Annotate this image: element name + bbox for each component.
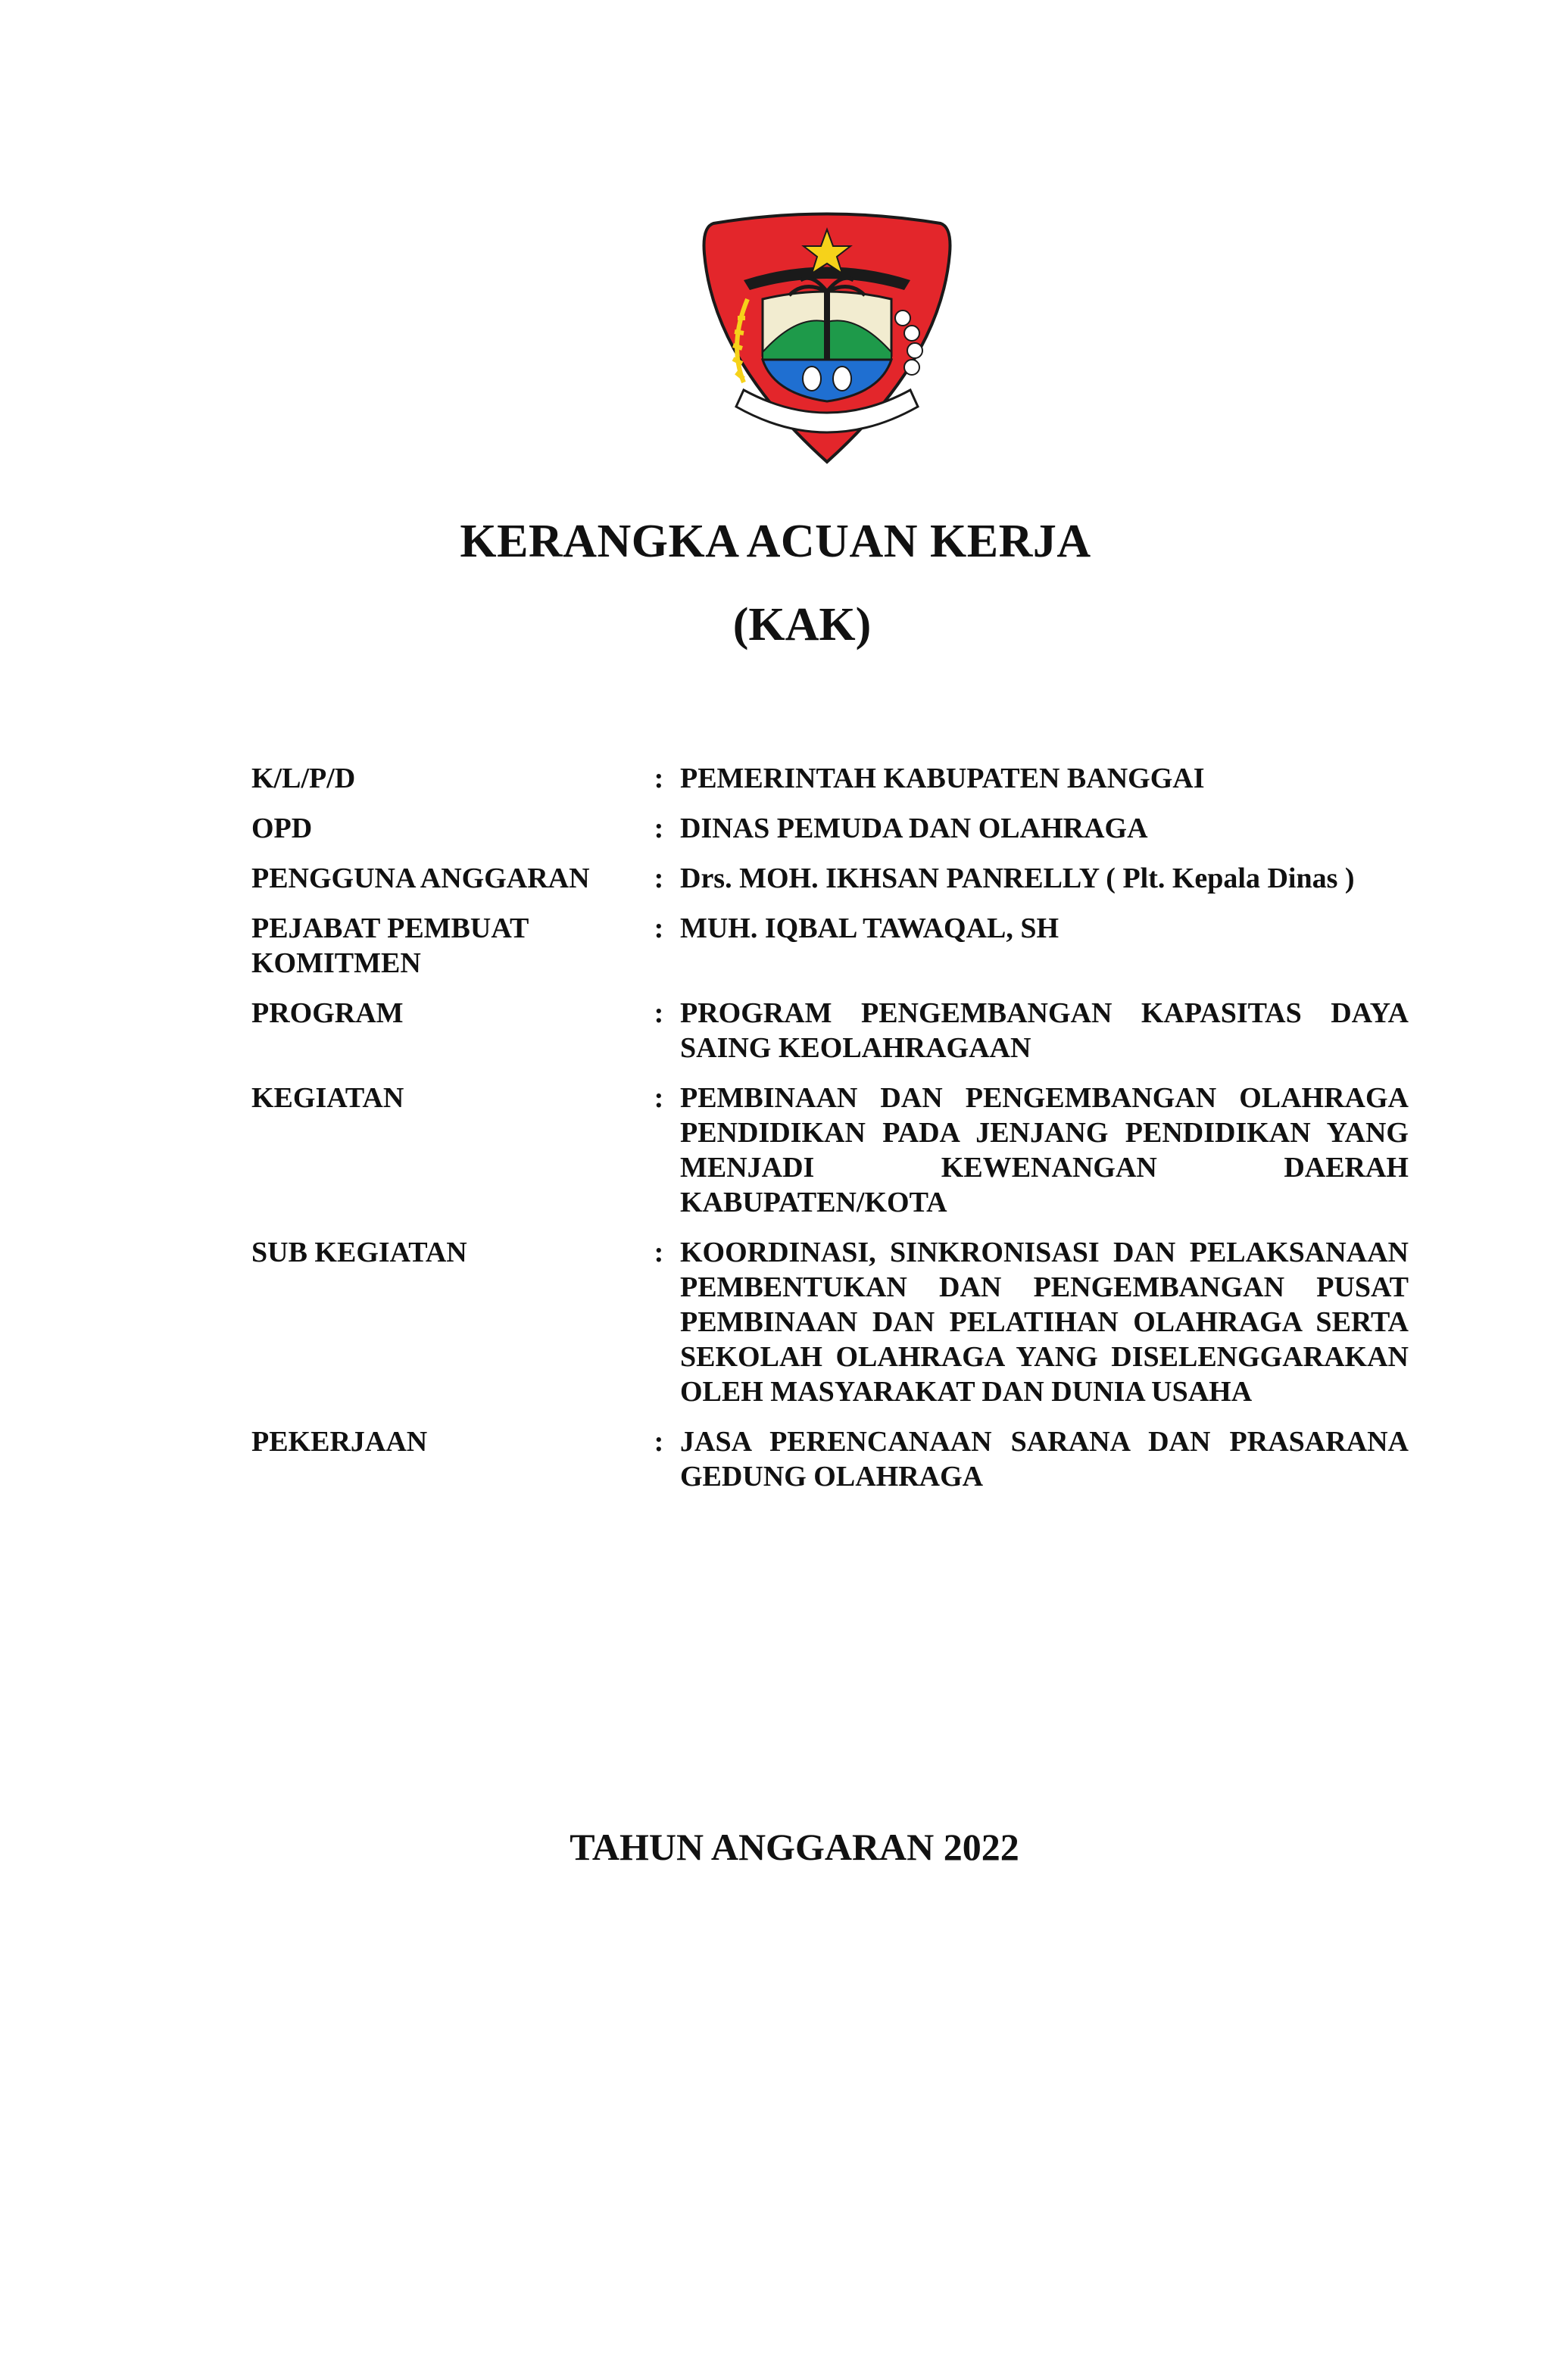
- info-label: PEKERJAAN: [251, 1426, 428, 1458]
- info-label: PROGRAM: [251, 997, 404, 1029]
- info-row-opd: [251, 811, 1409, 846]
- info-separator: :: [654, 1237, 664, 1268]
- kabupaten-banggai-emblem: [691, 208, 963, 467]
- document-title: KERANGKA ACUAN KERJA: [460, 516, 1091, 567]
- info-value: PEMBINAAN DAN PENGEMBANGAN OLAHRAGA PENDIDIKAN PADA JENJANG PENDIDIKAN YANG MENJADI KEWENANGAN DAERAH KABUPATEN/KOTA: [680, 1082, 1409, 1218]
- info-label: K/L/P/D: [251, 763, 356, 794]
- info-separator: :: [654, 997, 664, 1029]
- info-value: KOORDINASI, SINKRONISASI DAN PELAKSANAAN PEMBENTUKAN DAN PENGEMBANGAN PUSAT PEMBINAAN DAN PELATIHAN OLAHRAGA SERTA SEKOLAH OLAHRAGA YANG DISELENGGARAKAN OLEH MASYARAKAT DAN DUNIA USAHA: [680, 1237, 1409, 1408]
- info-value: MUH. IQBAL TAWAQAL, SH: [680, 912, 1059, 944]
- info-separator: :: [654, 813, 664, 844]
- info-table: [251, 761, 1409, 1509]
- info-separator: :: [654, 912, 664, 944]
- info-value: Drs. MOH. IKHSAN PANRELLY ( Plt. Kepala Dinas ): [680, 862, 1355, 894]
- info-separator: :: [654, 1426, 664, 1458]
- info-row-program: [251, 996, 1409, 1065]
- info-value: PEMERINTAH KABUPATEN BANGGAI: [680, 763, 1205, 794]
- emblem-graphic: [691, 208, 963, 467]
- info-value: JASA PERENCANAAN SARANA DAN PRASARANA GEDUNG OLAHRAGA: [680, 1426, 1409, 1493]
- info-row-klpd: [251, 761, 1409, 796]
- info-label: PENGGUNA ANGGARAN: [251, 862, 590, 894]
- info-separator: :: [654, 763, 664, 794]
- info-row-pejabat-pembuat-komitmen: [251, 911, 1409, 981]
- info-label: OPD: [251, 813, 313, 844]
- document-subtitle: (KAK): [732, 599, 872, 650]
- info-value: DINAS PEMUDA DAN OLAHRAGA: [680, 813, 1148, 844]
- budget-year: TAHUN ANGGARAN 2022: [570, 1826, 1019, 1868]
- info-separator: :: [654, 862, 664, 894]
- info-row-kegiatan: [251, 1081, 1409, 1220]
- info-row-sub-kegiatan: [251, 1235, 1409, 1409]
- info-separator: :: [654, 1082, 664, 1114]
- info-row-pekerjaan: [251, 1424, 1409, 1494]
- info-label: SUB KEGIATAN: [251, 1237, 467, 1268]
- info-label: KEGIATAN: [251, 1082, 404, 1114]
- info-value: PROGRAM PENGEMBANGAN KAPASITAS DAYA SAING KEOLAHRAGAAN: [680, 997, 1409, 1064]
- info-row-pengguna-anggaran: [251, 861, 1409, 896]
- info-label: PEJABAT PEMBUAT KOMITMEN: [251, 912, 529, 979]
